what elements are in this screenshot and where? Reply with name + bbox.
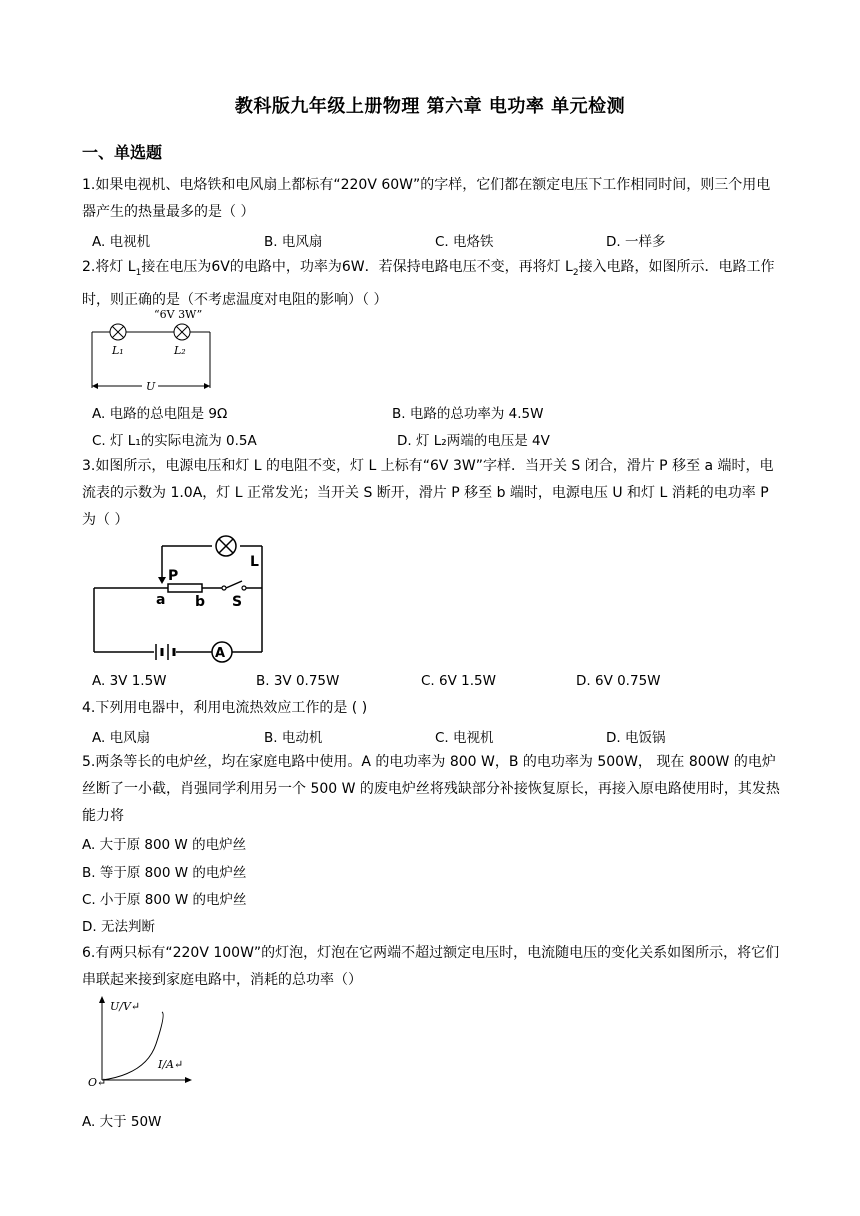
q4-option-d[interactable]: D. 电饭锅 (606, 730, 666, 746)
ammeter-label: A (215, 646, 226, 661)
lamp-rating-label: “6V 3W” (154, 308, 203, 321)
q3-option-a[interactable]: A. 3V 1.5W (92, 673, 167, 689)
switch-icon (226, 581, 242, 588)
question-4-text: 4.下列用电器中，利用电流热效应工作的是 ( ) (82, 700, 368, 716)
q5-option-d[interactable]: D. 无法判断 (82, 919, 155, 935)
question-5-text: 5.两条等长的电炉丝，均在家庭电路中使用。A 的电功率为 800 W，B 的电功率为 500W， 现在 800W 的电炉丝断了一小截，肖强同学利用另一个 500 W 的废电炉丝将残缺部分补接恢复原长，再接入原电路使用时，其发热能力将 (82, 754, 780, 824)
q1-option-a[interactable]: A. 电视机 (92, 234, 151, 250)
q2-option-b[interactable]: B. 电路的总功率为 4.5W (392, 406, 544, 422)
lamp-l-label: L (250, 554, 259, 570)
q3-option-d[interactable]: D. 6V 0.75W (576, 673, 661, 689)
q5-option-a[interactable]: A. 大于原 800 W 的电炉丝 (82, 837, 247, 853)
q1-option-d[interactable]: D. 一样多 (606, 234, 666, 250)
voltage-u-label: U (146, 380, 156, 393)
graph-xlabel: I/A↵ (158, 1058, 184, 1071)
q1-option-b[interactable]: B. 电风扇 (264, 234, 323, 250)
q3-option-c[interactable]: C. 6V 1.5W (421, 673, 496, 689)
question-6-text: 6.有两只标有“220V 100W”的灯泡，灯泡在它两端不超过额定电压时，电流随电压的变化关系如图所示，将它们串联起来接到家庭电路中，消耗的总功率（） (82, 945, 780, 988)
question-3-text: 3.如图所示，电源电压和灯 L 的电阻不变，灯 L 上标有“6V 3W”字样．当开关 S 闭合，滑片 P 移至 a 端时，电流表的示数为 1.0A，灯 L 正常发光；当开关 S 断开，滑片 P 移至 b 端时，电源电压 U 和灯 L 消耗的电功率 P 为（ ） (82, 458, 774, 528)
end-b-label: b (195, 594, 206, 610)
section-heading: 一、单选题 (82, 143, 163, 162)
q3-option-b[interactable]: B. 3V 0.75W (256, 673, 340, 689)
q4-option-b[interactable]: B. 电动机 (264, 730, 323, 746)
q4-option-a[interactable]: A. 电风扇 (92, 730, 151, 746)
l1-label: L₁ (112, 344, 124, 357)
graph-ylabel: U/V↵ (110, 1000, 141, 1013)
end-a-label: a (156, 592, 166, 608)
rheostat-icon (168, 584, 202, 592)
q1-option-c[interactable]: C. 电烙铁 (435, 234, 494, 250)
graph-origin-label: O↵ (88, 1076, 107, 1089)
q6-option-a[interactable]: A. 大于 50W (82, 1114, 162, 1130)
circuit-diagram-q3 (82, 532, 282, 664)
iu-curve (102, 1012, 163, 1080)
circuit-diagram-q2 (82, 306, 222, 394)
question-2-text: 2.将灯 $L_1$接在电压为6V的电路中，功率为6W．若保持电路电压不变，再将灯 $L_2$接入电路，如图所示．电路工作时，则正确的是（不考虑温度对电阻的影响）（ ） (82, 259, 775, 308)
slider-p-label: P (168, 568, 179, 584)
q2-option-c[interactable]: C. 灯 L₁的实际电流为 0.5A (92, 433, 257, 449)
q2-option-a[interactable]: A. 电路的总电阻是 9Ω (92, 406, 228, 422)
l2-label: L₂ (174, 344, 186, 357)
question-1-text: 1.如果电视机、电烙铁和电风扇上都标有“220V 60W”的字样，它们都在额定电压下工作相同时间，则三个用电器产生的热量最多的是（ ） (82, 177, 771, 220)
q5-option-c[interactable]: C. 小于原 800 W 的电炉丝 (82, 892, 247, 908)
page-title: 教科版九年级上册物理 第六章 电功率 单元检测 (234, 96, 626, 117)
q2-option-d[interactable]: D. 灯 L₂两端的电压是 4V (397, 433, 550, 449)
q4-option-c[interactable]: C. 电视机 (435, 730, 494, 746)
switch-s-label: S (232, 594, 243, 610)
q5-option-b[interactable]: B. 等于原 800 W 的电炉丝 (82, 865, 247, 881)
iu-graph-q6 (86, 994, 196, 1090)
